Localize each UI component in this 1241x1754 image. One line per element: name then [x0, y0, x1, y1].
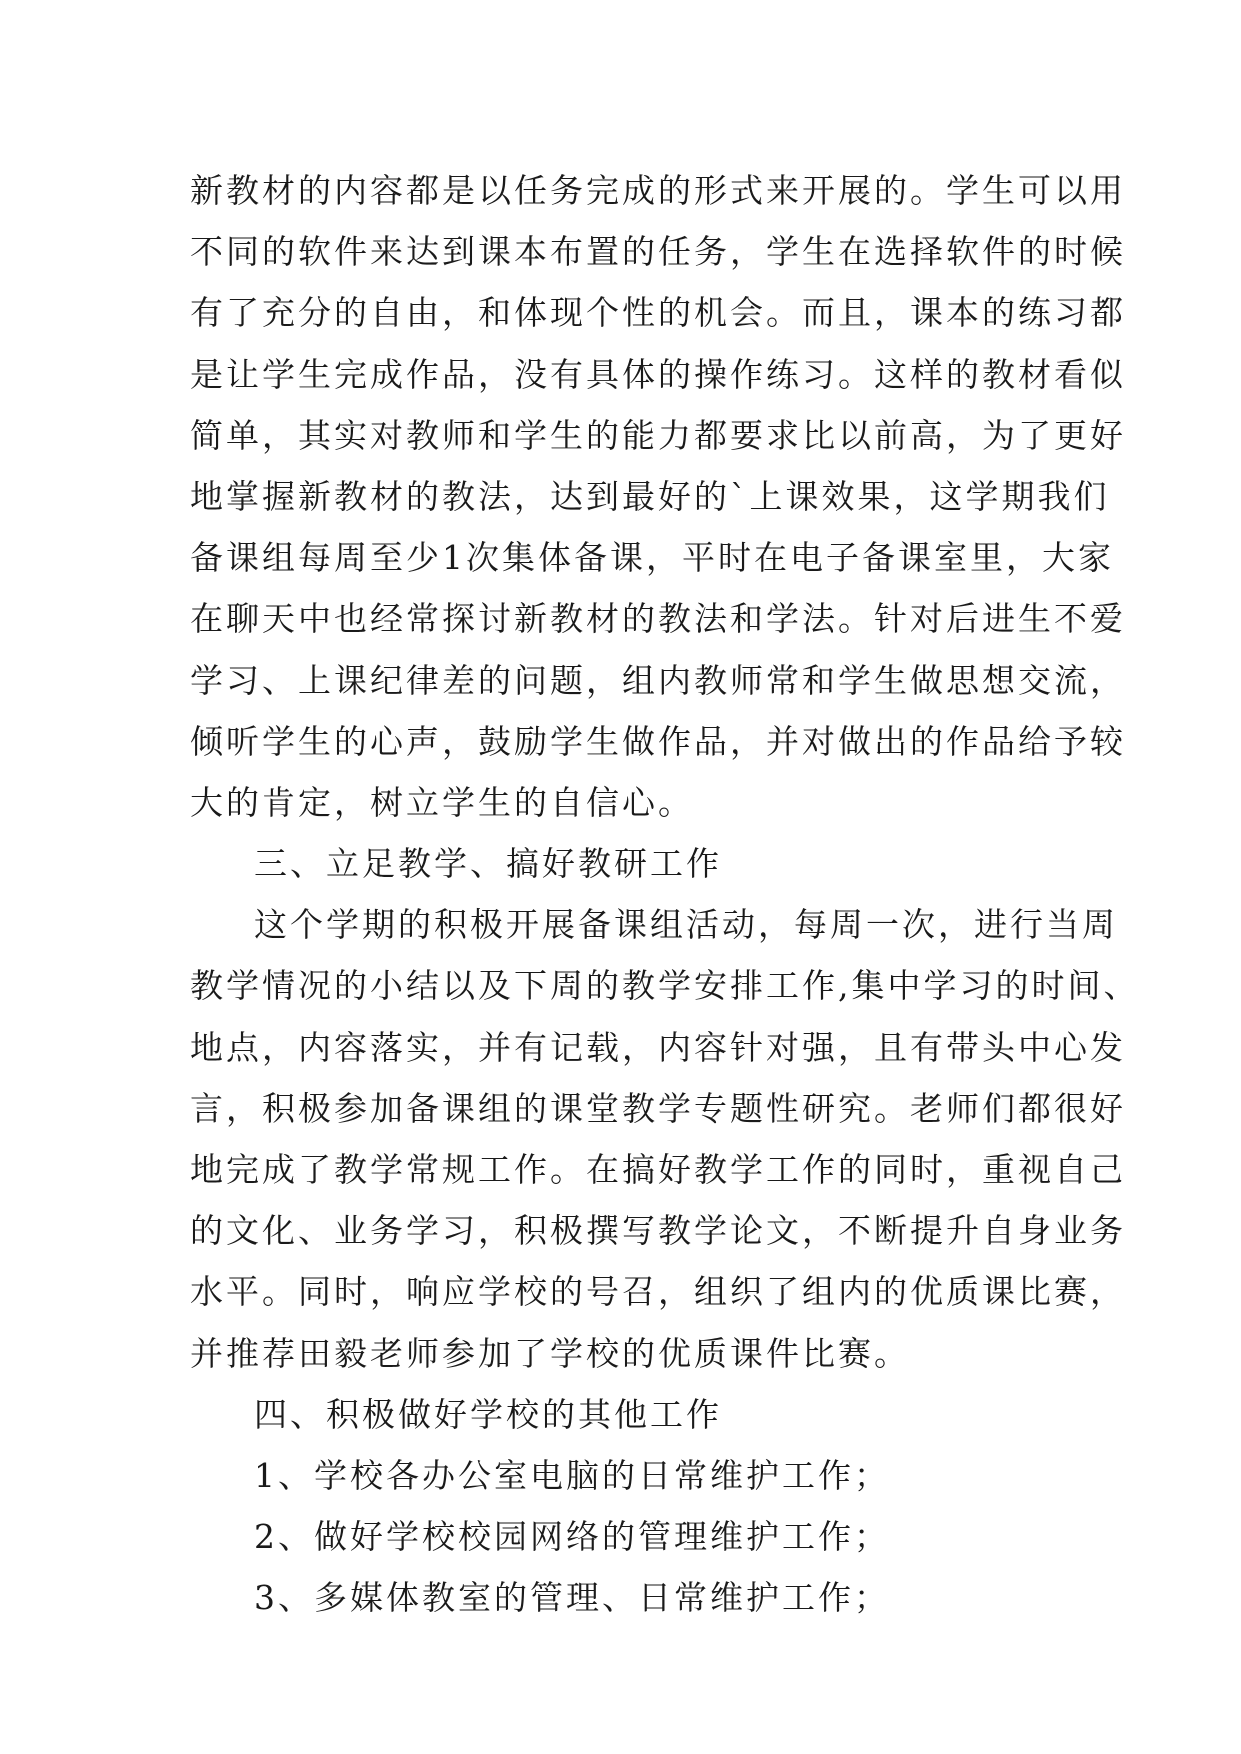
section-heading: 三、立足教学、搞好教研工作: [254, 844, 722, 884]
paragraph-line: 大的肯定，树立学生的自信心。: [190, 782, 694, 822]
paragraph-line: 不同的软件来达到课本布置的任务，学生在选择软件的时候: [190, 232, 1126, 272]
paragraph-line: 地点，内容落实，并有记载，内容针对强，且有带头中心发: [190, 1027, 1126, 1067]
paragraph-line: 简单，其实对教师和学生的能力都要求比以前高，为了更好: [190, 415, 1126, 455]
paragraph-line: 并推荐田毅老师参加了学校的优质课件比赛。: [190, 1333, 910, 1373]
paragraph-line: 地完成了教学常规工作。在搞好教学工作的同时，重视自己: [190, 1150, 1126, 1189]
list-item: 2、做好学校校园网络的管理维护工作；: [254, 1517, 890, 1557]
paragraph-line: 有了充分的自由，和体现个性的机会。而且，课本的练习都: [190, 293, 1126, 333]
paragraph-line: 的文化、业务学习，积极撰写教学论文，不断提升自身业务: [190, 1211, 1126, 1251]
paragraph-line: 地掌握新教材的教法，达到最好的`上课效果，这学期我们: [190, 476, 1110, 516]
paragraph-line: 这个学期的积极开展备课组活动，每周一次，进行当周: [254, 905, 1118, 945]
paragraph-line: 学习、上课纪律差的问题，组内教师常和学生做思想交流，: [190, 660, 1126, 700]
paragraph-line: 教学情况的小结以及下周的教学安排工作,集中学习的时间、: [190, 966, 1140, 1006]
paragraph-line: 在聊天中也经常探讨新教材的教法和学法。针对后进生不爱: [190, 599, 1126, 639]
list-item: 1、学校各办公室电脑的日常维护工作；: [254, 1455, 890, 1495]
paragraph-line: 备课组每周至少1次集体备课，平时在电子备课室里，大家: [190, 538, 1114, 578]
paragraph-line: 是让学生完成作品，没有具体的操作练习。这样的教材看似: [190, 354, 1126, 394]
paragraph-line: 水平。同时，响应学校的号召，组织了组内的优质课比赛，: [190, 1272, 1126, 1312]
paragraph-line: 新教材的内容都是以任务完成的形式来开展的。学生可以用: [190, 171, 1126, 210]
list-item: 3、多媒体教室的管理、日常维护工作；: [254, 1578, 890, 1618]
paragraph-line: 倾听学生的心声，鼓励学生做作品，并对做出的作品给予较: [190, 721, 1126, 761]
document-body: [190, 160, 1140, 1629]
paragraph-line: 言，积极参加备课组的课堂教学专题性研究。老师们都很好: [190, 1088, 1126, 1128]
section-heading: 四、积极做好学校的其他工作: [254, 1394, 722, 1434]
